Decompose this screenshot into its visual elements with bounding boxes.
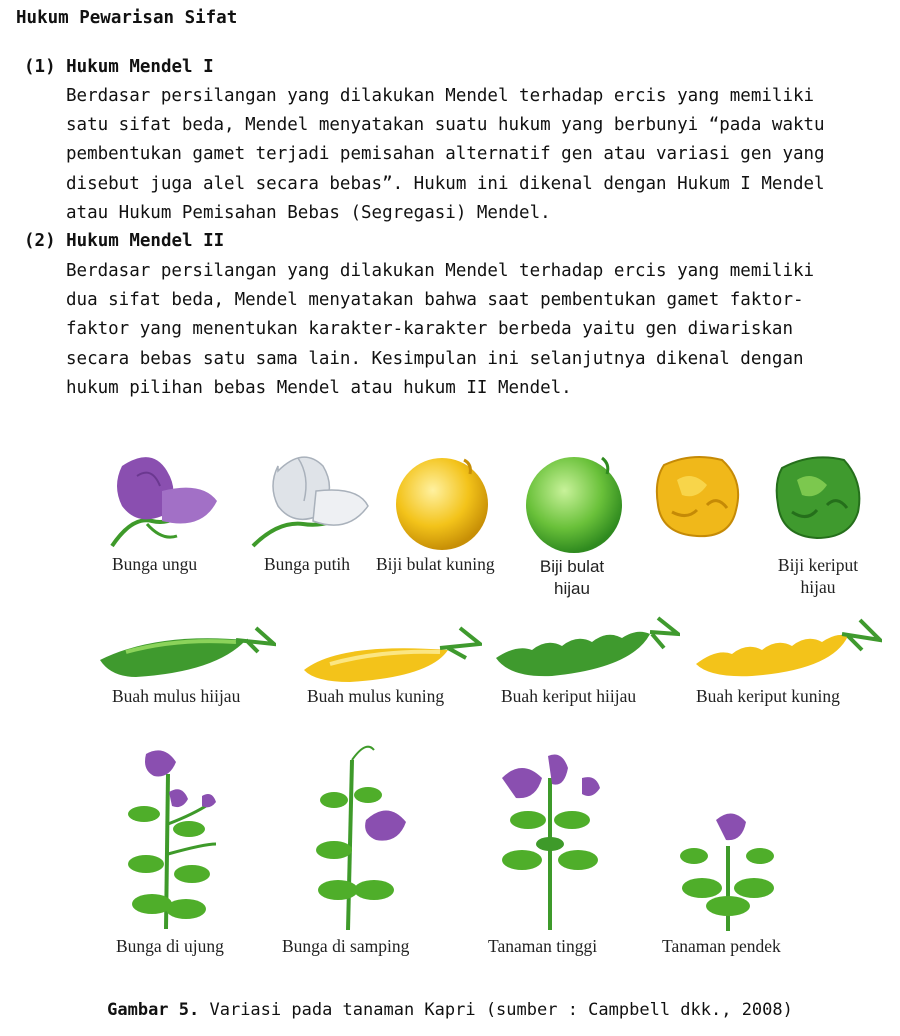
tall-plant-illustration [492, 748, 612, 934]
label-wrinkled-green-seed [768, 554, 868, 598]
paragraph-line: atau Hukum Pemisahan Bebas (Segregasi) Mendel. [66, 202, 551, 223]
smooth-yellow-pod-illustration [300, 622, 482, 684]
label-wrinkled-green-pod: Buah keriput hiijau [501, 686, 637, 706]
label-line: hijau [554, 579, 590, 598]
paragraph-mendel-2 [66, 257, 896, 403]
paragraph-line: secara bebas satu sama lain. Kesimpulan ini selanjutnya dikenal dengan [66, 348, 804, 369]
short-plant-illustration [672, 806, 782, 934]
caption-text: Variasi pada tanaman Kapri (sumber : Campbell dkk., 2008) [199, 1000, 793, 1020]
terminal-flower-plant-illustration [124, 744, 234, 934]
purple-flower-illustration [92, 446, 222, 556]
label-line: hijau [800, 577, 836, 597]
label-smooth-yellow-pod: Buah mulus kuning [307, 686, 445, 706]
label-terminal-flower: Bunga di ujung [116, 936, 224, 956]
round-yellow-seed-illustration [392, 452, 497, 552]
axial-flower-plant-illustration [316, 740, 416, 934]
paragraph-mendel-1 [66, 82, 896, 228]
paragraph-line: Berdasar persilangan yang dilakukan Mendel terhadap ercis yang memiliki [66, 86, 815, 106]
wrinkled-yellow-pod-illustration [692, 616, 882, 682]
paragraph-line: faktor yang menentukan karakter-karakter berbeda yaitu gen diwariskan [66, 319, 793, 340]
label-axial-flower: Bunga di samping [282, 936, 410, 956]
paragraph-line: disebut juga alel secara bebas”. Hukum ini dikenal dengan Hukum I Mendel [66, 173, 825, 194]
label-wrinkled-yellow-pod: Buah keriput kuning [696, 686, 840, 706]
paragraph-line: Berdasar persilangan yang dilakukan Mendel terhadap ercis yang memiliki [66, 261, 815, 281]
smooth-green-pod-illustration [96, 622, 276, 682]
paragraph-line: hukum pilihan bebas Mendel atau hukum II Mendel. [66, 377, 572, 398]
label-round-green-seed [528, 556, 616, 600]
wrinkled-yellow-seed-illustration [652, 450, 744, 542]
label-line: Biji keriput [777, 555, 859, 575]
label-purple-flower: Bunga ungu [112, 554, 198, 574]
document-title: Hukum Pewarisan Sifat [16, 8, 238, 28]
label-smooth-green-pod: Buah mulus hiijau [112, 686, 241, 706]
label-tall-plant: Tanaman tinggi [488, 936, 598, 956]
paragraph-line: pembentukan gamet terjadi pemisahan alternatif gen atau variasi gen yang [66, 144, 825, 165]
label-short-plant: Tanaman pendek [662, 936, 781, 956]
white-flower-illustration [248, 446, 378, 556]
caption-prefix: Gambar 5. [107, 1000, 200, 1020]
section-heading-mendel-2: (2) Hukum Mendel II [24, 231, 225, 251]
label-round-yellow-seed: Biji bulat kuning [376, 554, 495, 574]
label-white-flower: Bunga putih [264, 554, 351, 574]
label-line: Biji bulat [539, 557, 605, 576]
figure-caption [0, 1000, 900, 1020]
round-green-seed-illustration [522, 450, 632, 554]
section-heading-mendel-1: (1) Hukum Mendel I [24, 57, 214, 77]
wrinkled-green-pod-illustration [492, 616, 680, 682]
paragraph-line: satu sifat beda, Mendel menyatakan suatu hukum yang berbunyi “pada waktu [66, 115, 825, 136]
wrinkled-green-seed-illustration [772, 450, 864, 542]
paragraph-line: dua sifat beda, Mendel menyatakan bahwa saat pembentukan gamet faktor- [66, 290, 804, 311]
